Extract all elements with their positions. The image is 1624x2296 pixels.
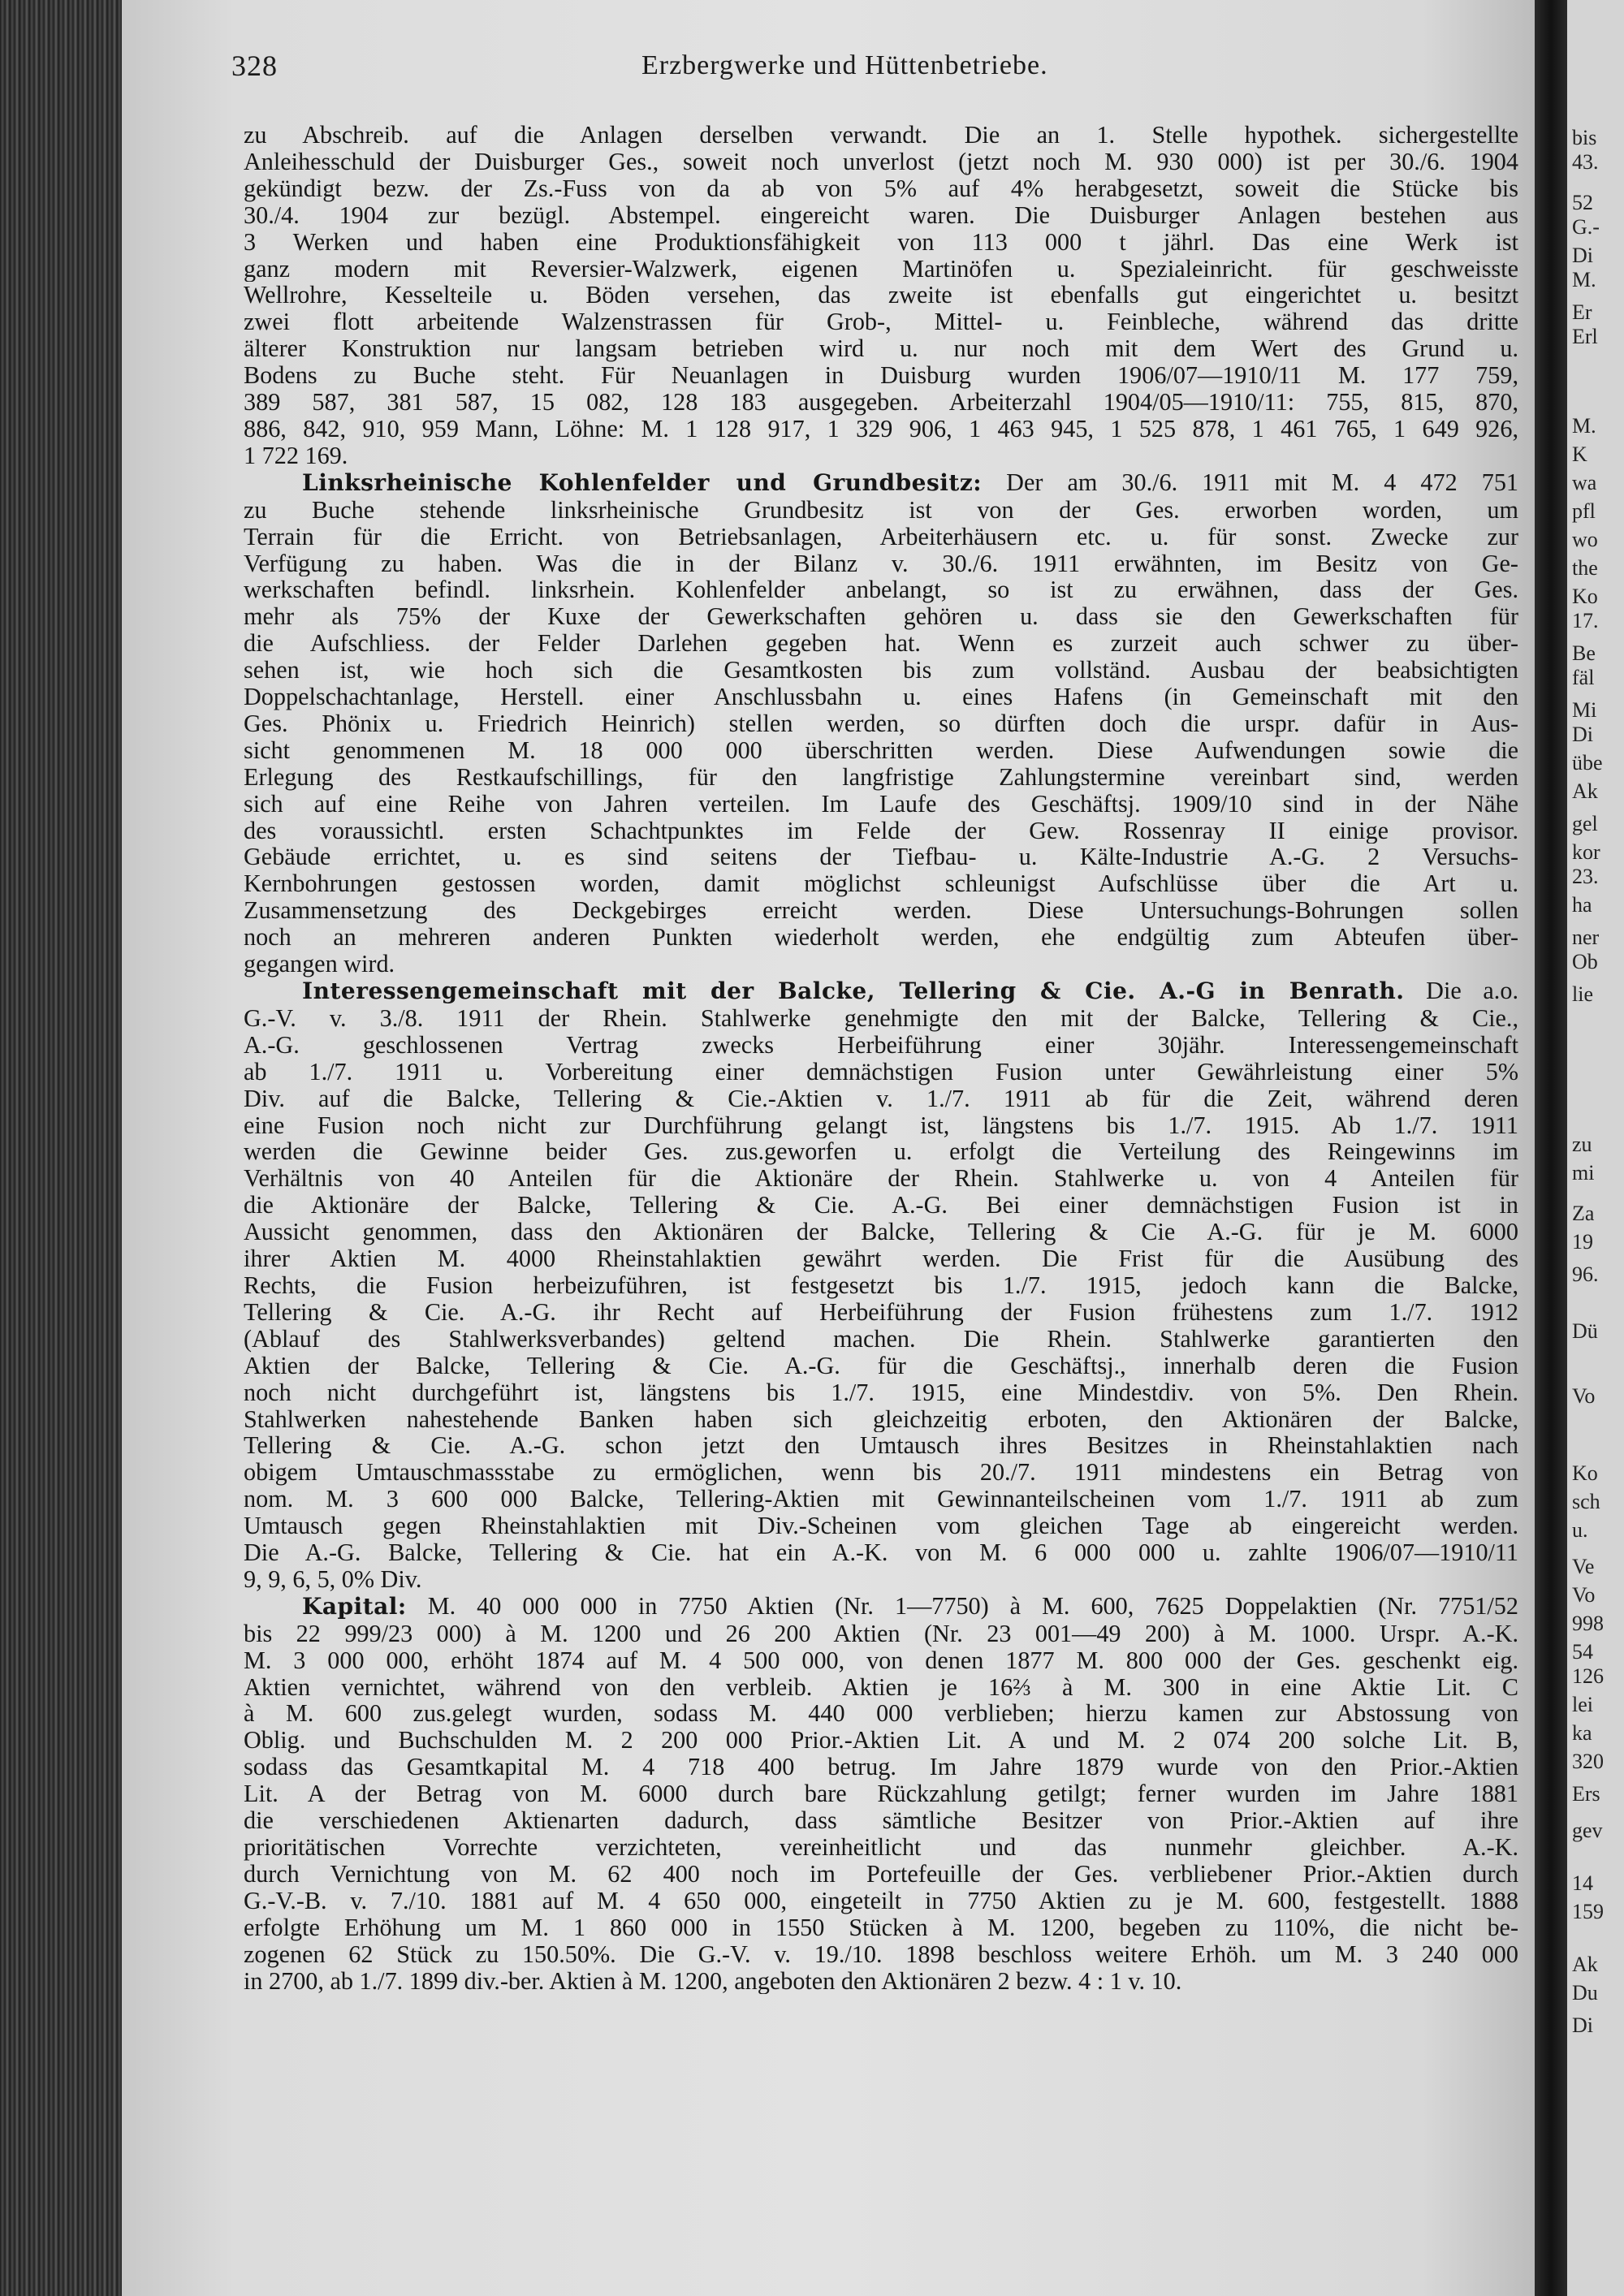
text-line: Tellering & Cie. A.-G. schon jetzt den Umtausch ihres Besitzes in Rheinstahlaktien nach [244,1432,1518,1460]
text-line: des voraussichtl. ersten Schachtpunktes im Felde der Gew. Rossenray II einige provisor. [244,817,1518,844]
adjacent-page-fragment: sch [1572,1490,1600,1513]
adjacent-page-fragment: zu [1572,1133,1592,1156]
adjacent-page-fragment: 159 [1572,1900,1604,1923]
adjacent-page-fragment: 52 [1572,191,1593,214]
adjacent-page-fragment: the [1572,556,1598,580]
page-number: 328 [231,50,278,82]
text-line: gekündigt bezw. der Zs.-Fuss von da ab von 5% auf 4% herabgesetzt, soweit die Stücke bis [244,175,1518,202]
text-line: mehr als 75% der Kuxe der Gewerkschaften gehören u. dass sie den Gewerkschaften für [244,603,1518,631]
text-line: Erlegung des Restkaufschillings, für den langfristige Zahlungstermine vereinbart sind, werden [244,763,1518,791]
adjacent-page-fragment: 17. [1572,609,1599,632]
text-line: Bodens zu Buche steht. Für Neuanlagen in Duisburg wurden 1906/07—1910/11 M. 177 759, [244,362,1518,390]
text-line: Verhältnis von 40 Anteilen für die Aktionäre der Rhein. Stahlwerke u. von 4 Anteilen für [244,1165,1518,1193]
text-line: Terrain für die Erricht. von Betriebsanlagen, Arbeiterhäusern etc. u. für sonst. Zwecke zur [244,523,1518,550]
text-line: sehen ist, wie hoch sich die Gesamtkosten bis zum vollständ. Ausbau der beabsichtigten [244,657,1518,684]
adjacent-page-fragment: u. [1572,1518,1588,1542]
text-line: Verfügung zu haben. Was die in der Bilanz v. 30./6. 1911 erwähnten, im Besitz von Ge- [244,550,1518,577]
adjacent-page-fragment: Be [1572,641,1596,665]
adjacent-page-fragment: Ak [1572,1953,1598,1976]
text-line: Lit. A der Betrag von M. 6000 durch bare Rückzahlung getilgt; ferner wurden im Jahre 1881 [244,1780,1518,1808]
text-line: sich auf eine Reihe von Jahren verteilen. Im Laufe des Geschäftsj. 1909/10 sind in der Nähe [244,790,1518,818]
body-text [244,122,1518,1994]
text-line: zu Buche stehende linksrheinische Grundbesitz ist von der Ges. erworben worden, um [244,496,1518,524]
text-line: Gebäude errichtet, u. es sind seitens der Tiefbau- u. Kälte-Industrie A.-G. 2 Versuchs- [244,844,1518,871]
adjacent-page-fragment: ka [1572,1721,1592,1745]
adjacent-page-fragment: 43. [1572,150,1599,174]
adjacent-page-fragment: Mi [1572,698,1597,722]
adjacent-page-fragment: Vo [1572,1583,1596,1607]
text-line: 3 Werken und haben eine Produktionsfähigkeit von 113 000 t jährl. Das eine Werk ist [244,228,1518,256]
text-line: Die A.-G. Balcke, Tellering & Cie. hat ein A.-K. von M. 6 000 000 u. zahlte 1906/07—1910/11 [244,1539,1518,1566]
text-line: zu Abschreib. auf die Anlagen derselben verwandt. Die an 1. Stelle hypothek. sichergestellte [244,122,1518,149]
text-line: Aussicht genommen, dass den Aktionären der Balcke, Tellering & Cie A.-G. für je M. 6000 [244,1219,1518,1246]
section-heading: Kapital: [302,1592,407,1620]
text-line: gegangen wird. [244,951,395,978]
adjacent-page-fragment: 96. [1572,1262,1599,1286]
adjacent-page-fragment: 320 [1572,1750,1604,1773]
text-line: à M. 600 zus.gelegt wurden, sodass M. 440 000 verblieben; hierzu kamen zur Abstossung von [244,1700,1518,1728]
adjacent-page-fragment: fäl [1572,666,1595,689]
adjacent-page-fragment: gel [1572,812,1598,835]
text-line: 30./4. 1904 zur bezügl. Abstempel. eingereicht waren. Die Duisburger Anlagen bestehen aus [244,201,1518,229]
adjacent-page-fragment: Za [1572,1202,1595,1225]
text-line: 389 587, 381 587, 15 082, 128 183 ausgegeben. Arbeiterzahl 1904/05—1910/11: 755, 815, 870, [244,389,1518,416]
text-line: Aktien vernichtet, während von den verbleib. Aktien je 16⅔ à M. 300 in eine Aktie Lit. C [244,1673,1518,1701]
text-line: Tellering & Cie. A.-G. ihr Recht auf Herbeiführung der Fusion frühestens zum 1./7. 1912 [244,1298,1518,1326]
section-heading: Interessengemeinschaft mit der Balcke, Tellering & Cie. A.-G in Benrath. [302,978,1405,1004]
text-line: die verschiedenen Aktienarten dadurch, dass sämtliche Besitzer von Prior.-Aktien auf ihre [244,1807,1518,1834]
text-line: durch Vernichtung von M. 62 400 noch im Portefeuille der Ges. verbliebener Prior.-Aktien durch [244,1860,1518,1888]
text-line: Rechts, die Fusion herbeizuführen, ist festgesetzt bis 1./7. 1915, jedoch kann die Balcke, [244,1271,1518,1299]
text-line: noch nicht durchgeführt ist, längstens bis 1./7. 1915, eine Mindestdiv. von 5%. Den Rhein. [244,1379,1518,1406]
adjacent-page-fragment: kor [1572,840,1600,864]
text-line: M. 3 000 000, erhöht 1874 auf M. 4 500 000, von denen 1877 M. 800 000 der Ges. geschenkt eig. [244,1646,1518,1674]
text-line: nom. M. 3 600 000 Balcke, Tellering-Aktien mit Gewinnanteilscheinen vom 1./7. 1911 ab zum [244,1486,1518,1513]
adjacent-page-edge [1567,0,1624,2296]
text-line: noch an mehreren anderen Punkten wiederholt werden, ehe endgültig zum Abteufen über- [244,924,1518,952]
book-binding [0,0,122,2296]
adjacent-page-fragment: pfl [1572,499,1596,523]
text-line: Anleihesschuld der Duisburger Ges., soweit noch unverlost (jetzt noch M. 930 000) ist per 30./6. 1904 [244,148,1518,175]
adjacent-page-fragment: Ob [1572,950,1598,973]
text-line: in 2700, ab 1./7. 1899 div.-ber. Aktien à M. 1200, angeboten den Aktionären 2 bezw. 4 : 1 v. 10. [244,1967,1182,1995]
adjacent-page-fragment: lie [1572,982,1593,1006]
text-line: werden die Gewinne beider Ges. zus.geworfen u. erfolgt die Verteilung des Reingewinns im [244,1138,1518,1166]
text-line: erfolgte Erhöhung um M. 1 860 000 in 1550 Stücken à M. 1200, begeben zu 110%, die nicht be- [244,1914,1518,1941]
text-line: obigem Umtauschmassstabe zu ermöglichen, wenn bis 20./7. 1911 mindestens ein Betrag von [244,1459,1518,1487]
adjacent-page-fragment: 54 [1572,1640,1593,1664]
running-header [231,49,1514,81]
paragraph [244,1593,1518,1995]
adjacent-page-fragment: 126 [1572,1664,1604,1688]
adjacent-page-fragment: Er [1572,300,1592,324]
text-line: ab 1./7. 1911 u. Vorbereitung einer demnächstigen Fusion unter Gewährleistung einer 5% [244,1058,1518,1085]
text-line: 1 722 169. [244,442,348,469]
text-line: bis 22 999/23 000) à M. 1200 und 26 200 Aktien (Nr. 23 001—49 200) à M. 1000. Urspr. A.-K. [244,1620,1518,1647]
adjacent-page-fragment: Ko [1572,585,1598,608]
adjacent-page-fragment: ner [1572,926,1600,949]
text-line: 886, 842, 910, 959 Mann, Löhne: M. 1 128 917, 1 329 906, 1 463 945, 1 525 878, 1 461 765, 1 649 926, [244,415,1518,442]
text-line: Div. auf die Balcke, Tellering & Cie.-Aktien v. 1./7. 1911 ab für die Zeit, während deren [244,1085,1518,1112]
adjacent-page-fragment: 19 [1572,1230,1593,1254]
adjacent-page-fragment: Di [1572,244,1593,267]
text-line: G.-V. v. 3./8. 1911 der Rhein. Stahlwerke genehmigte den mit der Balcke, Tellering & Cie., [244,1004,1518,1032]
adjacent-page-fragment: M. [1572,414,1596,438]
adjacent-page-fragment: 998 [1572,1612,1604,1635]
adjacent-page-fragment: Ko [1572,1461,1598,1485]
adjacent-page-fragment: K [1572,442,1587,466]
text-line: zogenen 62 Stück zu 150.50%. Die G.-V. v. 19./10. 1898 beschloss weitere Erhöh. um M. 3 240 000 [244,1940,1518,1968]
adjacent-page-fragment: Erl [1572,325,1598,348]
text-line: G.-V.-B. v. 7./10. 1881 auf M. 4 650 000, eingeteilt in 7750 Aktien zu je M. 600, festgestellt. 1888 [244,1887,1518,1914]
text-line: Stahlwerken nahestehende Banken haben sich gleichzeitig erboten, den Aktionären der Balcke, [244,1405,1518,1433]
adjacent-page-fragment: 23. [1572,865,1599,888]
adjacent-page-fragment: G.- [1572,215,1600,239]
adjacent-page-fragment: ha [1572,893,1592,917]
text-line: (Ablauf des Stahlwerksverbandes) geltend machen. Die Rhein. Stahlwerke garantierten den [244,1325,1518,1353]
adjacent-page-fragment: 14 [1572,1871,1593,1895]
text-line: Kapital: M. 40 000 000 in 7750 Aktien (Nr. 1—7750) à M. 600, 7625 Doppelaktien (Nr. 7751/52 [302,1592,1518,1620]
adjacent-page-fragment: gev [1572,1819,1603,1842]
text-line: sicht genommenen M. 18 000 000 überschritten werden. Diese Aufwendungen sowie die [244,736,1518,764]
adjacent-page-fragment: Ers [1572,1782,1600,1806]
adjacent-page-fragment: Du [1572,1981,1598,2005]
text-line: Zusammensetzung des Deckgebirges erreicht werden. Diese Untersuchungs-Bohrungen sollen [244,897,1518,925]
adjacent-page-fragment: Dü [1572,1319,1598,1343]
paragraph [244,469,1518,978]
text-line: eine Fusion noch nicht zur Durchführung gelangt ist, längstens bis 1./7. 1915. Ab 1./7. 1911 [244,1111,1518,1139]
section-heading: Linksrheinische Kohlenfelder und Grundbesitz: [302,468,983,496]
adjacent-page-fragment: wo [1572,528,1598,551]
text-line: sodass das Gesamtkapital M. 4 718 400 betrug. Im Jahre 1879 wurde von den Prior.-Aktien [244,1754,1518,1781]
text-line: zwei flott arbeitende Walzenstrassen für Grob-, Mittel- u. Feinbleche, während das dritte [244,309,1518,336]
adjacent-page-fragment: lei [1572,1693,1593,1716]
adjacent-page-fragment: Di [1572,723,1593,746]
running-title: Erzbergwerke und Hüttenbetriebe. [641,50,1048,80]
text-line: Linksrheinische Kohlenfelder und Grundbesitz: Der am 30./6. 1911 mit M. 4 472 751 [302,468,1518,496]
text-line: die Aufschliess. der Felder Darlehen gegeben hat. Wenn es zurzeit auch schwer zu über- [244,630,1518,658]
text-line: Kernbohrungen gestossen worden, damit möglichst schleunigst Aufschlüsse über die Art u. [244,870,1518,898]
adjacent-page-fragment: Ak [1572,779,1598,803]
paragraph [244,122,1518,469]
adjacent-page-fragment: mi [1572,1161,1595,1185]
text-line: prioritätischen Vorrechte verzichteten, vereinheitlicht und das nunmehr gleichber. A.-K. [244,1834,1518,1861]
page-gutter [1535,0,1567,2296]
text-line: Doppelschachtanlage, Herstell. einer Anschlussbahn u. eines Hafens (in Gemeinschaft mit den [244,684,1518,710]
text-line: Ges. Phönix u. Friedrich Heinrich) stellen werden, so dürften doch die urspr. dafür in Aus- [244,710,1518,737]
adjacent-page-fragment: Ve [1572,1555,1595,1578]
text-line: ganz modern mit Reversier-Walzwerk, eigenen Martinöfen u. Spezialeinricht. für geschweisste [244,255,1518,283]
text-line: ihrer Aktien M. 4000 Rheinstahlaktien gewährt werden. Die Frist für die Ausübung des [244,1245,1518,1272]
text-line: Wellrohre, Kesselteile u. Böden versehen, das zweite ist ebenfalls gut eingerichtet u. besitzt [244,282,1518,309]
adjacent-page-fragment: übe [1572,751,1603,775]
adjacent-page-fragment: wa [1572,471,1597,494]
adjacent-page-fragment: bis [1572,126,1597,149]
text-line: 9, 9, 6, 5, 0% Div. [244,1565,422,1593]
text-line: Interessengemeinschaft mit der Balcke, Tellering & Cie. A.-G in Benrath. Die a.o. [302,978,1518,1004]
text-line: Oblig. und Buchschulden M. 2 200 000 Prior.-Aktien Lit. A und M. 2 074 200 solche Lit. B, [244,1727,1518,1754]
text-line: A.-G. geschlossenen Vertrag zwecks Herbeiführung einer 30jähr. Interessengemeinschaft [244,1031,1518,1059]
paragraph [244,978,1518,1593]
adjacent-page-fragment: M. [1572,268,1596,291]
adjacent-page-fragment: Vo [1572,1384,1596,1408]
text-line: die Aktionäre der Balcke, Tellering & Cie. A.-G. Bei einer demnächstigen Fusion ist in [244,1192,1518,1219]
text-line: werkschaften befindl. linksrhein. Kohlenfelder anbelangt, so ist zu erwähnen, dass der Ges. [244,576,1518,604]
text-line: Aktien der Balcke, Tellering & Cie. A.-G. für die Geschäftsj., innerhalb deren die Fusion [244,1352,1518,1379]
text-line: Umtausch gegen Rheinstahlaktien mit Div.-Scheinen vom gleichen Tage ab eingereicht werden. [244,1513,1518,1540]
adjacent-page-fragment: Di [1572,2013,1593,2037]
text-line: älterer Konstruktion nur langsam betrieben wird u. nur noch mit dem Wert des Grund u. [244,335,1518,363]
